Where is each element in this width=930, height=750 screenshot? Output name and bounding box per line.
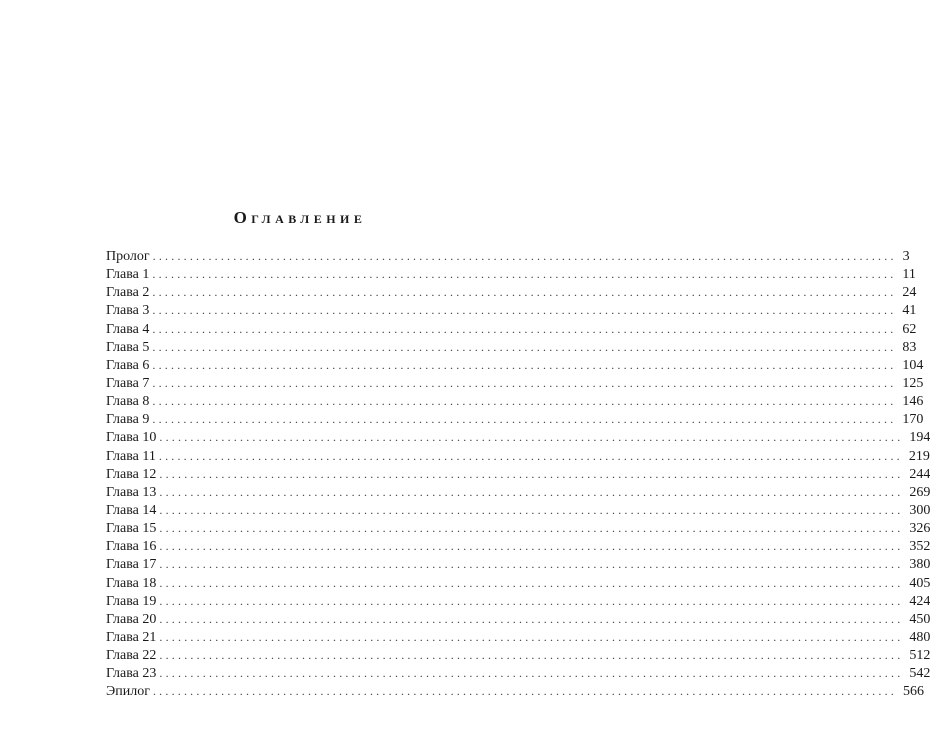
toc-entry <box>106 392 924 410</box>
toc-dot-leader: ........................................................................................................................ <box>159 539 904 554</box>
toc-entry-page-number: 380 <box>909 557 930 573</box>
toc-entry-label: Глава 10 <box>106 430 157 446</box>
toc-entry-page-number: 11 <box>902 267 916 283</box>
toc-entry-label: Глава 21 <box>106 629 157 645</box>
toc-entry-label: Глава 14 <box>106 502 157 518</box>
toc-entry <box>106 592 930 610</box>
toc-entry-page-number: 269 <box>909 484 930 500</box>
toc-entry <box>106 646 930 664</box>
toc-entry <box>106 447 930 465</box>
toc-entry <box>106 265 916 283</box>
toc-entry <box>106 247 910 265</box>
toc-dot-leader: ........................................................................................................................ <box>152 412 897 427</box>
toc-entry-page-number: 244 <box>909 466 930 482</box>
toc-dot-leader: ........................................................................................................................ <box>152 684 897 699</box>
toc-entry <box>106 555 930 573</box>
toc-entry-label: Глава 18 <box>106 575 157 591</box>
toc-entry <box>106 483 930 501</box>
toc-title: Оглавление <box>233 208 367 227</box>
toc-entry-label: Глава 7 <box>106 375 150 391</box>
toc-entry-label: Глава 23 <box>106 666 157 682</box>
toc-entry <box>106 610 930 628</box>
toc-entry-page-number: 41 <box>902 303 917 319</box>
toc-entry-page-number: 62 <box>902 321 917 337</box>
toc-entry <box>106 664 930 682</box>
toc-entry-page-number: 300 <box>909 502 930 518</box>
toc-entry-page-number: 566 <box>902 684 924 700</box>
toc-entry-label: Глава 16 <box>106 539 157 555</box>
toc-entry-page-number: 450 <box>909 611 930 627</box>
toc-entry-page-number: 542 <box>909 666 930 682</box>
toc-dot-leader: ........................................................................................................................ <box>159 593 904 608</box>
toc-dot-leader: ........................................................................................................................ <box>152 321 897 336</box>
toc-entry <box>106 574 930 592</box>
toc-entry-label: Глава 1 <box>106 267 150 283</box>
toc-entry-page-number: 146 <box>902 394 924 410</box>
toc-dot-leader: ........................................................................................................................ <box>159 466 904 481</box>
toc-dot-leader: ........................................................................................................................ <box>152 339 897 354</box>
toc-entry-label: Глава 8 <box>106 394 150 410</box>
toc-dot-leader: ........................................................................................................................ <box>159 557 904 572</box>
toc-entry-label: Глава 5 <box>106 339 150 355</box>
toc-dot-leader: ........................................................................................................................ <box>152 303 897 318</box>
toc-entry <box>106 374 924 392</box>
toc-dot-leader: ........................................................................................................................ <box>159 502 904 517</box>
toc-entry-label: Глава 4 <box>106 321 150 337</box>
toc-entry <box>106 519 930 537</box>
toc-dot-leader: ........................................................................................................................ <box>159 666 904 681</box>
toc-entry <box>106 428 930 446</box>
toc-entry <box>106 628 930 646</box>
toc-entry <box>106 356 924 374</box>
toc-entry-label: Глава 2 <box>106 285 150 301</box>
toc-entry <box>106 320 917 338</box>
toc-entry-label: Глава 19 <box>106 593 157 609</box>
toc-entry-page-number: 24 <box>902 285 917 301</box>
toc-entry <box>106 338 917 356</box>
toc-entry <box>106 682 924 700</box>
toc-entry-label: Глава 6 <box>106 357 150 373</box>
toc-entry-label: Глава 3 <box>106 303 150 319</box>
toc-entry-label: Глава 22 <box>106 648 157 664</box>
toc-entry-page-number: 170 <box>902 412 924 428</box>
toc-entry <box>106 301 917 319</box>
toc-dot-leader: ........................................................................................................................ <box>159 648 904 663</box>
toc-dot-leader: ........................................................................................................................ <box>159 629 904 644</box>
toc-entry-page-number: 480 <box>909 629 930 645</box>
toc-entry-page-number: 219 <box>908 448 930 464</box>
toc-entry <box>106 410 924 428</box>
toc-entry-page-number: 104 <box>902 357 924 373</box>
toc-entry-page-number: 326 <box>909 521 930 537</box>
toc-dot-leader: ........................................................................................................................ <box>158 448 903 463</box>
toc-dot-leader: ........................................................................................................................ <box>159 611 904 626</box>
toc-dot-leader: ........................................................................................................................ <box>152 357 897 372</box>
toc-entry-label: Глава 20 <box>106 611 157 627</box>
toc-entry-page-number: 512 <box>909 648 930 664</box>
toc-entry <box>106 537 930 555</box>
toc-dot-leader: ........................................................................................................................ <box>159 430 904 445</box>
toc-entry-page-number: 194 <box>909 430 930 446</box>
toc-dot-leader: ........................................................................................................................ <box>152 249 897 263</box>
toc-entry-label: Глава 11 <box>106 448 156 464</box>
toc-entry-page-number: 352 <box>909 539 930 555</box>
toc-dot-leader: ........................................................................................................................ <box>152 285 897 300</box>
toc-dot-leader: ........................................................................................................................ <box>152 375 897 390</box>
toc-dot-leader: ........................................................................................................................ <box>159 521 904 536</box>
toc-entry-page-number: 3 <box>902 249 910 264</box>
toc-entry-label: Глава 15 <box>106 521 157 537</box>
toc-dot-leader: ........................................................................................................................ <box>159 484 904 499</box>
toc-list <box>106 247 930 701</box>
toc-entry-label: Пролог <box>106 249 150 264</box>
toc-dot-leader: ........................................................................................................................ <box>159 575 904 590</box>
toc-entry-label: Глава 13 <box>106 484 157 500</box>
toc-entry <box>106 283 917 301</box>
toc-entry-label: Глава 9 <box>106 412 150 428</box>
toc-dot-leader: ........................................................................................................................ <box>152 394 897 409</box>
toc-entry <box>106 501 930 519</box>
toc-entry-label: Глава 17 <box>106 557 157 573</box>
toc-entry-page-number: 424 <box>909 593 930 609</box>
toc-dot-leader: ........................................................................................................................ <box>152 267 897 282</box>
toc-entry-label: Глава 12 <box>106 466 157 482</box>
toc-entry-page-number: 83 <box>902 339 917 355</box>
toc-entry-page-number: 405 <box>909 575 930 591</box>
toc-entry <box>106 465 930 483</box>
toc-entry-page-number: 125 <box>902 375 924 391</box>
toc-entry-label: Эпилог <box>106 684 150 700</box>
